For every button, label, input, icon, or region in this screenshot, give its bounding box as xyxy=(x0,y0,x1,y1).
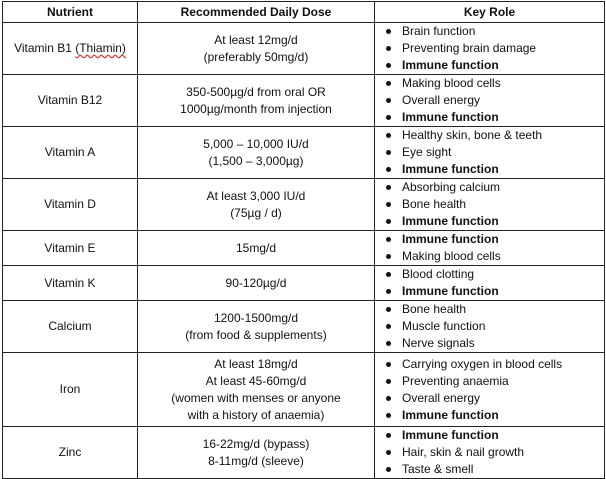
role-item: Immune function xyxy=(402,161,601,178)
role-item: Preventing brain damage xyxy=(402,40,601,57)
role-item: Immune function xyxy=(402,109,601,126)
role-list xyxy=(378,127,601,178)
role-list xyxy=(378,266,601,300)
key-role-cell xyxy=(375,179,605,231)
nutrient-cell xyxy=(3,266,138,301)
header-row xyxy=(3,2,605,23)
role-item: Making blood cells xyxy=(402,75,601,92)
role-list xyxy=(378,356,601,424)
dose-line: 5,000 – 10,000 IU/d xyxy=(203,136,309,151)
role-item: Nerve signals xyxy=(402,335,601,352)
role-item: Brain function xyxy=(402,23,601,40)
role-item: Immune function xyxy=(402,427,601,444)
key-role-cell xyxy=(375,353,605,427)
role-item: Bone health xyxy=(402,301,601,318)
role-list xyxy=(378,231,601,265)
dose-line: (from food & supplements) xyxy=(185,327,327,342)
role-list xyxy=(378,179,601,230)
header-key-role: Key Role xyxy=(375,2,605,23)
key-role-cell xyxy=(375,23,605,75)
table-row xyxy=(3,23,605,75)
role-item: Making blood cells xyxy=(402,248,601,265)
nutrient-cell xyxy=(3,301,138,353)
nutrient-name: Iron xyxy=(59,382,81,396)
dose-cell xyxy=(138,353,375,427)
role-item: Carrying oxygen in blood cells xyxy=(402,356,601,373)
dose-line: with a history of anaemia) xyxy=(187,407,325,422)
dose-line: 90-120µg/d xyxy=(225,275,287,290)
role-item: Immune function xyxy=(402,213,601,230)
dose-line: At least 3,000 IU/d xyxy=(206,188,306,203)
role-item: Overall energy xyxy=(402,390,601,407)
dose-cell xyxy=(138,231,375,266)
role-item: Blood clotting xyxy=(402,266,601,283)
nutrient-cell xyxy=(3,231,138,266)
dose-cell xyxy=(138,127,375,179)
table-row xyxy=(3,231,605,266)
dose-line: (preferably 50mg/d) xyxy=(203,49,309,64)
header-nutrient: Nutrient xyxy=(3,2,138,23)
table-row xyxy=(3,301,605,353)
role-item: Healthy skin, bone & teeth xyxy=(402,127,601,144)
dose-line: At least 45-60mg/d xyxy=(205,373,307,388)
key-role-cell xyxy=(375,127,605,179)
role-item: Immune function xyxy=(402,57,601,74)
table-row xyxy=(3,127,605,179)
key-role-cell xyxy=(375,75,605,127)
nutrient-cell xyxy=(3,127,138,179)
role-item: Immune function xyxy=(402,283,601,300)
nutrient-name: Vitamin A xyxy=(44,145,96,159)
key-role-cell xyxy=(375,266,605,301)
key-role-cell xyxy=(375,301,605,353)
nutrient-name: Vitamin E xyxy=(44,240,96,255)
dose-line: 16-22mg/d (bypass) xyxy=(202,436,310,451)
nutrient-name: Vitamin K xyxy=(44,275,96,290)
role-item: Hair, skin & nail growth xyxy=(402,444,601,461)
nutrient-cell xyxy=(3,353,138,427)
dose-line: 1000µg/month from injection xyxy=(180,101,332,116)
dose-line: (1,500 – 3,000µg) xyxy=(208,153,304,168)
nutrient-cell xyxy=(3,23,138,75)
role-item: Taste & smell xyxy=(402,461,601,478)
nutrient-name: Zinc xyxy=(58,445,82,459)
dose-line: 1200-1500mg/d xyxy=(213,310,299,325)
table-body xyxy=(3,23,605,479)
dose-line: 350-500µg/d from oral OR xyxy=(186,84,326,99)
dose-line: (75µg / d) xyxy=(230,205,282,220)
table-row xyxy=(3,75,605,127)
nutrient-alt-name: (Thiamin) xyxy=(75,41,126,55)
dose-line: At least 18mg/d xyxy=(214,356,298,371)
dose-cell xyxy=(138,179,375,231)
role-list xyxy=(378,427,601,478)
table-row xyxy=(3,353,605,427)
table-row xyxy=(3,179,605,231)
dose-cell xyxy=(138,75,375,127)
dose-cell xyxy=(138,266,375,301)
role-item: Overall energy xyxy=(402,92,601,109)
nutrient-table xyxy=(2,1,605,479)
role-item: Preventing anaemia xyxy=(402,373,601,390)
nutrient-name: Vitamin B1 xyxy=(14,41,72,55)
dose-cell xyxy=(138,301,375,353)
header-recommended-daily-dose: Recommended Daily Dose xyxy=(138,2,375,23)
role-item: Absorbing calcium xyxy=(402,179,601,196)
key-role-cell xyxy=(375,231,605,266)
nutrient-cell xyxy=(3,179,138,231)
dose-line: 15mg/d xyxy=(235,240,277,255)
dose-line: (women with menses or anyone xyxy=(171,390,341,405)
role-item: Immune function xyxy=(402,407,601,424)
role-item: Muscle function xyxy=(402,318,601,335)
role-item: Immune function xyxy=(402,231,601,248)
table-row xyxy=(3,266,605,301)
role-list xyxy=(378,75,601,126)
nutrient-cell xyxy=(3,75,138,127)
role-list xyxy=(378,23,601,74)
role-list xyxy=(378,301,601,352)
dose-line: At least 12mg/d xyxy=(214,32,298,47)
nutrient-name: Calcium xyxy=(48,319,92,333)
dose-line: 8-11mg/d (sleeve) xyxy=(208,453,304,468)
role-item: Bone health xyxy=(402,196,601,213)
nutrient-name: Vitamin B12 xyxy=(37,93,103,107)
role-item: Eye sight xyxy=(402,144,601,161)
nutrient-name: Vitamin D xyxy=(44,197,96,211)
dose-cell xyxy=(138,23,375,75)
